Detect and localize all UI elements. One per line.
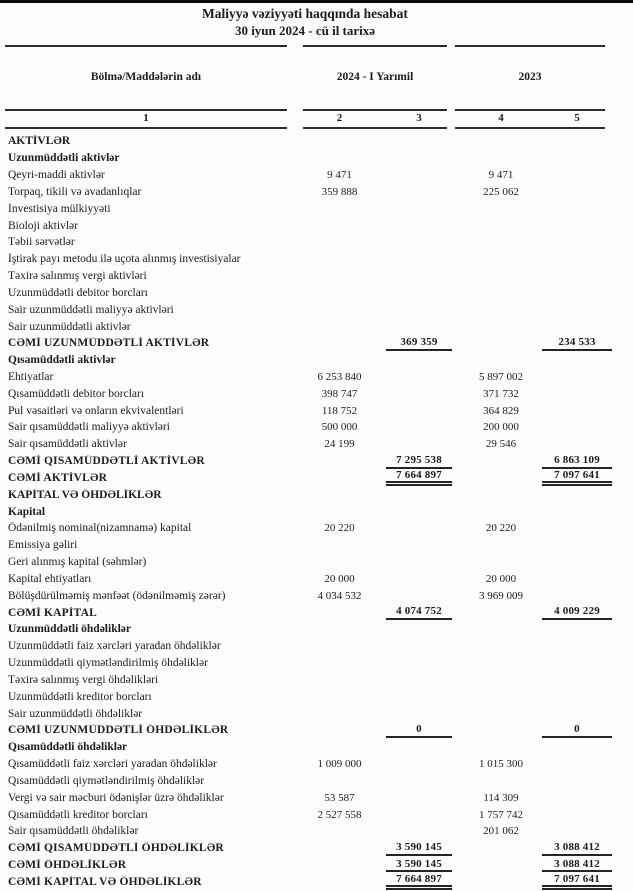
cell-2023-detail xyxy=(460,873,542,890)
cell-2023-detail xyxy=(460,688,542,705)
cell-2024-detail xyxy=(293,772,386,789)
cell-2023-detail xyxy=(460,840,542,857)
column-headers xyxy=(0,71,633,87)
cell-2024-detail xyxy=(293,604,386,621)
cell-2024-total xyxy=(386,369,452,386)
cell-2024-total xyxy=(386,789,452,806)
cell-2023-total: 7 097 641 xyxy=(542,873,612,890)
rule-segment-2024 xyxy=(303,109,447,111)
cell-2023-total xyxy=(542,621,612,638)
line-item-row xyxy=(0,638,633,655)
cell-2023-total xyxy=(542,756,612,773)
rule-segment-2024 xyxy=(303,127,447,129)
total-row xyxy=(0,873,633,890)
cell-2024-total xyxy=(386,183,452,200)
line-item-row xyxy=(0,268,633,285)
cell-2024-detail: 398 747 xyxy=(321,387,358,400)
total-row xyxy=(0,470,633,487)
cell-2023-total xyxy=(542,436,612,453)
line-item-row xyxy=(0,705,633,722)
cell-2024-total xyxy=(386,436,452,453)
cell-2024-total xyxy=(386,234,452,251)
rule-segment-2023 xyxy=(455,109,605,111)
cell-2024-total xyxy=(386,688,452,705)
cell-2024-total xyxy=(386,251,452,268)
cell-2023-total xyxy=(542,739,612,756)
row-label: CƏMİ QISAMÜDDƏTLİ ÖHDƏLİKLƏR xyxy=(8,842,224,855)
total-row xyxy=(0,335,633,352)
cell-2023-total xyxy=(542,318,612,335)
total-row xyxy=(0,722,633,739)
cell-2024-total xyxy=(386,655,452,672)
row-label: CƏMİ UZUNMÜDDƏTLİ AKTİVLƏR xyxy=(8,337,210,350)
row-label: Uzunmüddətli kreditor borcları xyxy=(8,690,152,703)
row-label: İnvestisiya mülkiyyəti xyxy=(8,202,111,215)
cell-2023-total xyxy=(542,402,612,419)
cell-2024-detail xyxy=(293,200,386,217)
row-label: Qısamüddətli qiymətləndirilmiş öhdəliklər xyxy=(8,774,205,787)
cell-2023-detail xyxy=(460,857,542,874)
line-item-row xyxy=(0,806,633,823)
column-header-name: Bölmə/Maddələrin adı xyxy=(90,71,202,83)
cell-2024-total xyxy=(386,503,452,520)
cell-2024-detail xyxy=(293,705,386,722)
cell-2023-total xyxy=(542,268,612,285)
cell-2024-total xyxy=(386,554,452,571)
line-item-row xyxy=(0,402,633,419)
row-label: Sair uzunmüddətli maliyyə aktivləri xyxy=(8,303,174,316)
cell-2024-total xyxy=(386,772,452,789)
cell-2024-total xyxy=(386,705,452,722)
cell-2023-total xyxy=(542,301,612,318)
cell-2023-total: 234 533 xyxy=(542,335,612,351)
row-label: CƏMİ KAPİTAL VƏ ÖHDƏLİKLƏR xyxy=(8,875,202,888)
row-label: Qısamüddətli kreditor borcları xyxy=(8,808,148,821)
cell-2024-detail xyxy=(293,554,386,571)
line-item-row xyxy=(0,419,633,436)
cell-2023-total xyxy=(542,688,612,705)
rule-segment-2024 xyxy=(303,45,447,47)
row-label: Təxirə salınmış vergi öhdəlikləri xyxy=(8,673,159,686)
statement-rows xyxy=(0,133,633,890)
row-label: Geri alınmış kapital (səhmlər) xyxy=(8,556,147,569)
cell-2024-detail xyxy=(293,486,386,503)
row-label: Təbii sərvətlər xyxy=(8,236,75,249)
cell-2023-total xyxy=(542,217,612,234)
section-header-row xyxy=(0,352,633,369)
row-label: CƏMİ QISAMÜDDƏTLİ AKTİVLƏR xyxy=(8,455,205,468)
scan-edge-top xyxy=(0,0,633,3)
row-label: Kapital xyxy=(8,505,46,518)
cell-2023-detail xyxy=(460,318,542,335)
cell-2024-total xyxy=(386,200,452,217)
cell-2024-total: 4 074 752 xyxy=(386,604,452,620)
line-item-row xyxy=(0,234,633,251)
cell-2024-total xyxy=(386,537,452,554)
cell-2023-total xyxy=(542,234,612,251)
line-item-row xyxy=(0,688,633,705)
column-number-1: 1 xyxy=(143,112,149,124)
cell-2023-total xyxy=(542,150,612,167)
cell-2023-total xyxy=(542,772,612,789)
line-item-row xyxy=(0,772,633,789)
line-item-row xyxy=(0,183,633,200)
cell-2023-detail xyxy=(460,655,542,672)
row-label: İştirak payı metodu ilə uçota alınmış investisiyalar xyxy=(8,253,241,266)
total-row xyxy=(0,840,633,857)
cell-2024-detail xyxy=(293,655,386,672)
row-label: Qısamüddətli öhdəliklər xyxy=(8,741,128,754)
cell-2023-detail xyxy=(460,284,542,301)
cell-2024-total xyxy=(386,167,452,184)
line-item-row xyxy=(0,756,633,773)
cell-2023-total xyxy=(542,789,612,806)
cell-2024-total xyxy=(386,756,452,773)
cell-2024-detail xyxy=(293,234,386,251)
cell-2024-total xyxy=(386,638,452,655)
cell-2024-total xyxy=(386,352,452,369)
cell-2024-detail xyxy=(293,857,386,874)
cell-2024-detail xyxy=(293,503,386,520)
cell-2024-detail xyxy=(293,722,386,739)
cell-2023-detail xyxy=(460,722,542,739)
cell-2023-detail: 225 062 xyxy=(483,185,519,198)
row-label: Qısamüddətli aktivlər xyxy=(8,354,116,367)
cell-2024-total xyxy=(386,806,452,823)
cell-2023-total xyxy=(542,672,612,689)
cell-2023-detail: 364 829 xyxy=(483,404,519,417)
cell-2024-total xyxy=(386,571,452,588)
cell-2024-total: 3 590 145 xyxy=(386,857,452,873)
cell-2024-total xyxy=(386,419,452,436)
row-label: Uzunmüddətli öhdəliklər xyxy=(8,623,132,636)
cell-2024-detail xyxy=(293,318,386,335)
cell-2023-detail xyxy=(460,739,542,756)
cell-2023-detail xyxy=(460,217,542,234)
cell-2024-total: 7 295 538 xyxy=(386,453,452,469)
cell-2023-total: 7 097 641 xyxy=(542,470,612,487)
header-rule-top xyxy=(0,45,633,47)
cell-2023-detail xyxy=(460,470,542,487)
cell-2024-detail: 1 009 000 xyxy=(317,758,362,771)
cell-2024-total xyxy=(386,486,452,503)
cell-2024-detail xyxy=(293,284,386,301)
cell-2023-detail: 200 000 xyxy=(483,421,519,434)
row-label: Uzunmüddətli faiz xərcləri yaradan öhdəliklər xyxy=(8,640,221,653)
row-label: Uzunmüddətli qiymətləndirilmiş öhdəliklər xyxy=(8,657,208,670)
cell-2023-detail xyxy=(460,554,542,571)
row-label: Təxirə salınmış vergi aktivləri xyxy=(8,270,147,283)
rule-segment-2023 xyxy=(455,127,605,129)
cell-2024-total: 7 664 897 xyxy=(386,873,452,890)
cell-2023-detail xyxy=(460,268,542,285)
cell-2024-detail xyxy=(293,352,386,369)
cell-2024-detail xyxy=(293,621,386,638)
cell-2023-detail xyxy=(460,234,542,251)
line-item-row xyxy=(0,436,633,453)
cell-2024-total xyxy=(386,301,452,318)
cell-2023-total xyxy=(542,587,612,604)
cell-2023-detail: 29 546 xyxy=(485,438,517,451)
cell-2024-detail xyxy=(293,739,386,756)
cell-2023-detail xyxy=(460,335,542,352)
cell-2023-detail xyxy=(460,133,542,150)
cell-2024-detail: 20 220 xyxy=(324,522,355,535)
cell-2023-detail xyxy=(460,772,542,789)
cell-2023-detail xyxy=(460,604,542,621)
cell-2024-detail xyxy=(293,251,386,268)
line-item-row xyxy=(0,554,633,571)
line-item-row xyxy=(0,318,633,335)
column-header-2024: 2024 - I Yarımil xyxy=(336,71,414,83)
cell-2023-total xyxy=(542,571,612,588)
rule-segment-name xyxy=(5,45,287,47)
cell-2023-detail: 3 969 009 xyxy=(479,589,523,602)
rule-segment-name xyxy=(5,127,287,129)
column-number-3: 3 xyxy=(416,112,422,124)
row-label: Kapital ehtiyatları xyxy=(8,572,92,585)
line-item-row xyxy=(0,369,633,386)
row-label: Pul vəsaitləri və onların ekvivalentləri xyxy=(8,404,184,417)
cell-2023-total xyxy=(542,520,612,537)
cell-2023-detail xyxy=(460,537,542,554)
cell-2023-total: 4 009 229 xyxy=(542,604,612,620)
line-item-row xyxy=(0,587,633,604)
row-label: Torpaq, tikili və avadanlıqlar xyxy=(8,185,142,198)
line-item-row xyxy=(0,571,633,588)
line-item-row xyxy=(0,655,633,672)
cell-2023-total xyxy=(542,537,612,554)
line-item-row xyxy=(0,217,633,234)
cell-2024-total xyxy=(386,520,452,537)
cell-2024-total xyxy=(386,402,452,419)
row-label: Ehtiyatlar xyxy=(8,371,54,383)
cell-2023-total xyxy=(542,419,612,436)
cell-2024-total: 0 xyxy=(386,722,452,738)
row-label: AKTİVLƏR xyxy=(8,135,71,148)
row-label: Uzunmüddətli aktivlər xyxy=(8,152,120,165)
cell-2024-detail xyxy=(293,470,386,487)
cell-2023-detail xyxy=(460,251,542,268)
row-label: Bölüşdürülməmiş mənfəət (ödənilməmiş zərər) xyxy=(8,589,226,602)
cell-2023-detail: 9 471 xyxy=(488,169,514,182)
cell-2023-detail: 201 062 xyxy=(483,825,519,838)
cell-2024-total xyxy=(386,823,452,840)
cell-2024-detail xyxy=(293,672,386,689)
line-item-row xyxy=(0,520,633,537)
cell-2023-total xyxy=(542,200,612,217)
total-row xyxy=(0,604,633,621)
cell-2024-detail: 4 034 532 xyxy=(317,589,362,602)
cell-2023-detail xyxy=(460,621,542,638)
cell-2024-detail: 359 888 xyxy=(321,185,358,198)
row-label: Qeyri-maddi aktivlər xyxy=(8,169,105,182)
row-label: Bioloji aktivlər xyxy=(8,219,78,232)
column-number-4: 4 xyxy=(498,112,504,124)
cell-2024-detail xyxy=(293,133,386,150)
cell-2023-detail xyxy=(460,301,542,318)
cell-2024-total xyxy=(386,385,452,402)
cell-2023-detail: 5 897 002 xyxy=(479,371,523,383)
cell-2024-total xyxy=(386,150,452,167)
cell-2023-total: 3 088 412 xyxy=(542,840,612,856)
total-row xyxy=(0,453,633,470)
cell-2024-detail xyxy=(293,335,386,352)
cell-2023-detail xyxy=(460,672,542,689)
section-header-row xyxy=(0,739,633,756)
cell-2024-total xyxy=(386,318,452,335)
cell-2024-detail: 2 527 558 xyxy=(317,808,362,821)
line-item-row xyxy=(0,284,633,301)
cell-2023-total xyxy=(542,352,612,369)
line-item-row xyxy=(0,200,633,217)
cell-2023-detail: 114 309 xyxy=(483,791,519,804)
line-item-row xyxy=(0,385,633,402)
row-label: Qısamüddətli debitor borcları xyxy=(8,387,145,400)
cell-2023-total xyxy=(542,284,612,301)
cell-2023-total xyxy=(542,251,612,268)
column-number-2: 2 xyxy=(336,112,343,124)
cell-2024-total: 3 590 145 xyxy=(386,840,452,856)
section-header-row xyxy=(0,621,633,638)
line-item-row xyxy=(0,301,633,318)
cell-2024-detail xyxy=(293,150,386,167)
cell-2023-total: 3 088 412 xyxy=(542,857,612,873)
cell-2023-total xyxy=(542,638,612,655)
cell-2023-detail xyxy=(460,705,542,722)
row-label: CƏMİ UZUNMÜDDƏTLİ ÖHDƏLİKLƏR xyxy=(8,724,229,737)
section-header-row xyxy=(0,150,633,167)
cell-2024-detail xyxy=(293,840,386,857)
row-label: Qısamüddətli faiz xərcləri yaradan öhdəliklər xyxy=(8,758,217,771)
row-label: Emissiya gəliri xyxy=(8,539,78,552)
cell-2023-detail xyxy=(460,200,542,217)
row-label: CƏMİ ÖHDƏLİKLƏR xyxy=(8,859,127,872)
cell-2024-total: 7 664 897 xyxy=(386,470,452,487)
cell-2023-total xyxy=(542,133,612,150)
cell-2024-detail: 500 000 xyxy=(321,421,358,434)
cell-2024-total xyxy=(386,587,452,604)
cell-2023-total xyxy=(542,806,612,823)
column-number-row xyxy=(0,112,633,126)
cell-2024-detail: 53 587 xyxy=(324,791,355,804)
column-header-2023: 2023 xyxy=(518,71,542,83)
cell-2024-detail xyxy=(293,638,386,655)
row-label: CƏMİ AKTİVLƏR xyxy=(8,471,108,484)
row-label: Sair uzunmüddətli öhdəliklər xyxy=(8,707,143,720)
line-item-row xyxy=(0,823,633,840)
row-label: KAPİTAL VƏ ÖHDƏLİKLƏR xyxy=(8,488,162,501)
cell-2024-detail: 9 471 xyxy=(327,169,352,182)
section-header-row xyxy=(0,486,633,503)
cell-2023-detail: 1 015 300 xyxy=(479,758,523,771)
row-label: Sair qısamüddətli öhdəliklər xyxy=(8,825,139,838)
row-label: Sair qısamüddətli maliyyə aktivləri xyxy=(8,421,170,434)
rule-segment-name xyxy=(5,109,287,111)
cell-2023-detail: 1 757 742 xyxy=(479,808,523,821)
row-label: Vergi və sair məcburi ödənişlər üzrə öhdəliklər xyxy=(8,791,224,804)
cell-2023-total: 0 xyxy=(542,722,612,738)
cell-2024-total xyxy=(386,217,452,234)
cell-2024-detail: 24 199 xyxy=(324,438,355,451)
cell-2024-total xyxy=(386,672,452,689)
cell-2023-detail xyxy=(460,150,542,167)
line-item-row xyxy=(0,789,633,806)
cell-2024-total: 369 359 xyxy=(386,335,452,351)
cell-2024-total xyxy=(386,133,452,150)
row-label: Ödənilmiş nominal(nizamnamə) kapital xyxy=(8,522,192,535)
report-date-line: 30 iyun 2024 - cü il tarixə xyxy=(234,23,376,38)
section-header-row xyxy=(0,503,633,520)
line-item-row xyxy=(0,672,633,689)
cell-2024-total xyxy=(386,284,452,301)
cell-2023-detail: 20 220 xyxy=(485,522,517,535)
rule-segment-2023 xyxy=(455,45,605,47)
header-rule-mid xyxy=(0,109,633,111)
cell-2024-total xyxy=(386,739,452,756)
column-number-5: 5 xyxy=(574,112,580,124)
cell-2023-total xyxy=(542,554,612,571)
cell-2024-detail xyxy=(293,823,386,840)
cell-2023-total xyxy=(542,503,612,520)
cell-2023-total xyxy=(542,655,612,672)
line-item-row xyxy=(0,167,633,184)
cell-2023-total xyxy=(542,167,612,184)
cell-2023-detail: 20 000 xyxy=(485,572,517,585)
cell-2024-detail xyxy=(293,537,386,554)
cell-2024-detail: 20 000 xyxy=(324,572,355,585)
cell-2023-detail xyxy=(460,503,542,520)
cell-2024-total xyxy=(386,621,452,638)
cell-2024-detail: 6 253 840 xyxy=(317,371,362,383)
cell-2023-total xyxy=(542,705,612,722)
row-label: CƏMİ KAPİTAL xyxy=(8,606,97,619)
row-label: Sair qısamüddətli aktivlər xyxy=(8,438,127,451)
header-rule-bottom xyxy=(0,127,633,129)
line-item-row xyxy=(0,537,633,554)
cell-2024-detail xyxy=(293,453,386,470)
cell-2024-detail xyxy=(293,688,386,705)
cell-2024-detail xyxy=(293,268,386,285)
cell-2023-detail xyxy=(460,486,542,503)
total-row xyxy=(0,857,633,874)
report-title: Maliyyə vəziyyəti haqqında hesabat xyxy=(202,6,408,21)
cell-2024-total xyxy=(386,268,452,285)
row-label: Uzunmüddətli debitor borcları xyxy=(8,286,148,299)
cell-2024-detail: 118 752 xyxy=(321,404,358,417)
cell-2023-total xyxy=(542,486,612,503)
cell-2023-detail: 371 732 xyxy=(483,387,519,400)
cell-2023-detail xyxy=(460,453,542,470)
line-item-row xyxy=(0,251,633,268)
cell-2023-total xyxy=(542,823,612,840)
section-header-row xyxy=(0,133,633,150)
cell-2023-total: 6 863 109 xyxy=(542,453,612,469)
cell-2023-detail xyxy=(460,638,542,655)
row-label: Sair uzunmüddətli aktivlər xyxy=(8,320,131,333)
cell-2023-total xyxy=(542,385,612,402)
cell-2023-total xyxy=(542,183,612,200)
cell-2023-detail xyxy=(460,352,542,369)
cell-2024-detail xyxy=(293,301,386,318)
cell-2023-total xyxy=(542,369,612,386)
cell-2024-detail xyxy=(293,217,386,234)
cell-2024-detail xyxy=(293,873,386,890)
